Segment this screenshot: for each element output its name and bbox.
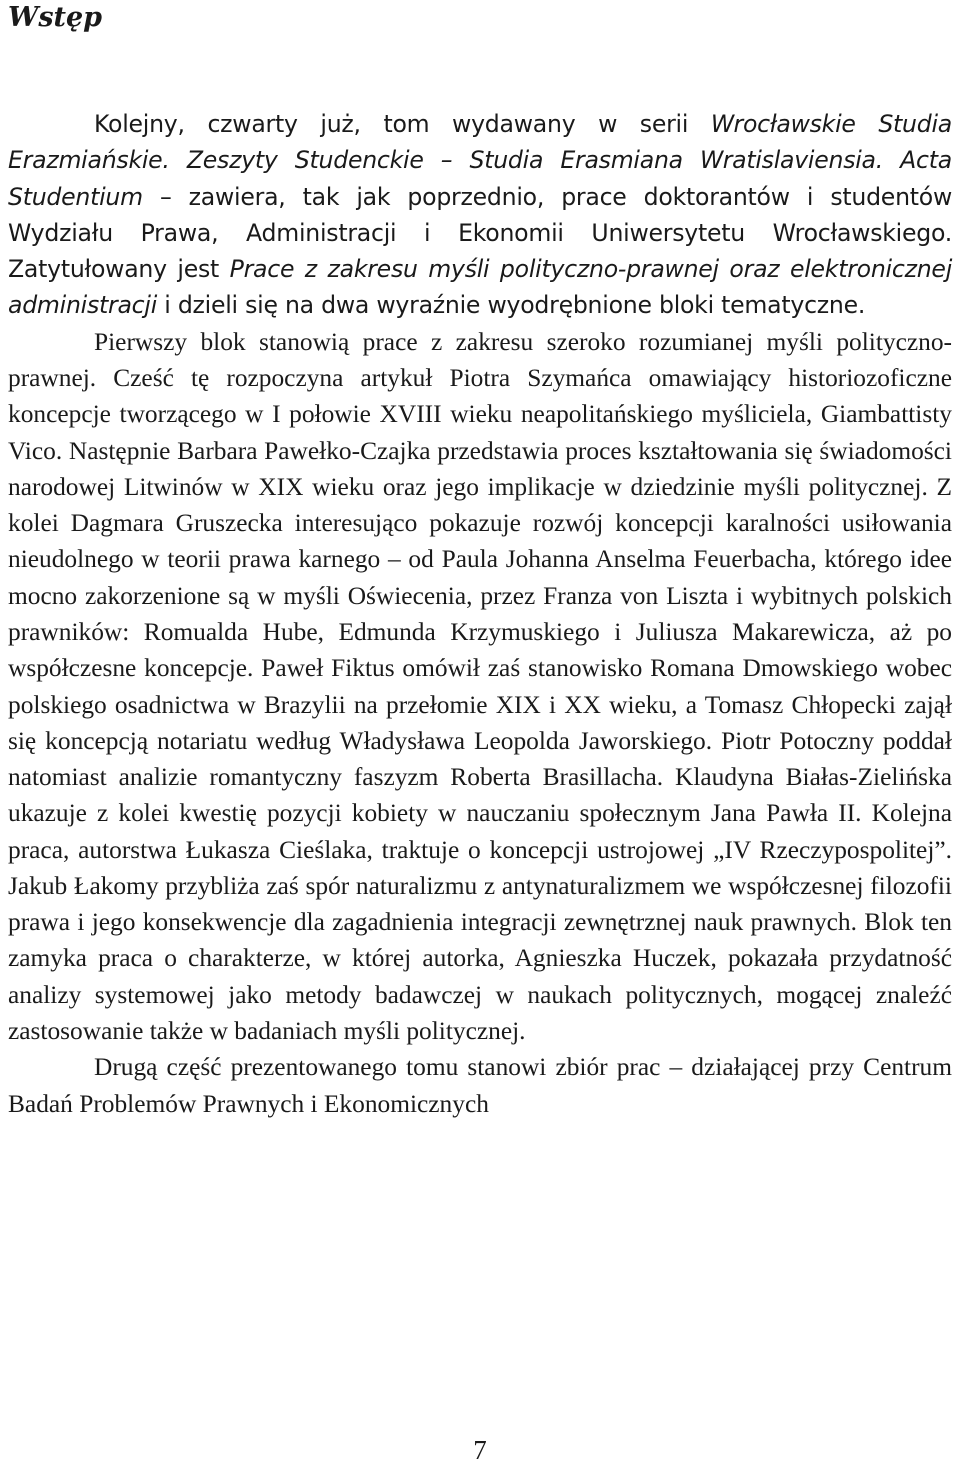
paragraph-intro-text-1: Kolejny, czwarty już, tom wydawany w serii (94, 110, 711, 138)
paragraph-intro-text-2: – zawiera, tak jak poprzednio, prace doktorantów i studentów Wydziału Prawa, Administracji i Ekonomii Uniwersytetu Wrocławskiego. Zatytułowany jest (8, 182, 952, 284)
paragraph-intro-text-3: i dzieli się na dwa wyraźnie wyodrębnione bloki tematyczne. (157, 291, 866, 320)
document-body (8, 106, 952, 1122)
paragraph-intro (8, 106, 952, 324)
page-number: 7 (473, 1435, 487, 1465)
page-heading: Wstęp (8, 2, 103, 33)
paragraph-second-block: Drugą część prezentowanego tomu stanowi zbiór prac – działającej przy Centrum Badań Problemów Prawnych i Ekonomicznych (8, 1053, 952, 1118)
volume-title: Prace z zakresu myśli polityczno-prawnej oraz elektronicznej administracji (8, 255, 952, 320)
series-title: Wrocławskie Studia Erazmiańskie. Zeszyty Studenckie – Studia Erasmiana Wratislaviensia. Acta Studentium (8, 110, 952, 211)
paragraph-first-block: Pierwszy blok stanowią prace z zakresu szeroko rozumianej myśli polityczno-prawnej. Cześć tę rozpoczyna artykuł Piotra Szymańca omawiający historiozoficzne koncepcje tworzącego w I połowie XVIII wieku neapolitańskiego myśliciela, Giambattisty Vico. Następnie Barbara Pawełko-Czajka przedstawia proces kształtowania się świadomości narodowej Litwinów w XIX wieku oraz jego implikacje w dziedzinie myśli politycznej. Z kolei Dagmara Gruszecka interesująco pokazuje rozwój koncepcji karalności usiłowania nieudolnego w teorii prawa karnego – od Paula Johanna Anselma Feuerbacha, którego idee mocno zakorzenione są w myśli Oświecenia, przez Franza von Liszta i wybitnych polskich prawników: Romualda Hube, Edmunda Krzymuskiego i Juliusza Makarewicza, aż po współczesne koncepcje. Paweł Fiktus omówił zaś stanowisko Romana Dmowskiego wobec polskiego osadnictwa w Brazylii na przełomie XIX i XX wieku, a Tomasz Chłopecki zajął się koncepcją notariatu według Władysława Leopolda Jaworskiego. Piotr Potoczny poddał natomiast analizie romantyczny faszyzm Roberta Brasillacha. Klaudyna Białas-Zielińska ukazuje z kolei kwestię pozycji kobiety w nauczaniu społecznym Jana Pawła II. Kolejna praca, autorstwa Łukasza Cieślaka, traktuje o koncepcji ustrojowej „IV Rzeczypospolitej”. Jakub Łakomy przybliża zaś spór naturalizmu z antynaturalizmem we współczesnej filozofii prawa i jego konsekwencje dla zagadnienia integracji zewnętrznej nauk prawnych. Blok ten zamyka praca o charakterze, w której autorka, Agnieszka Huczek, pokazała przydatność analizy systemowej jako metody badawczej w naukach politycznych, mogącej znaleźć zastosowanie także w badaniach myśli politycznej. (8, 327, 952, 1046)
